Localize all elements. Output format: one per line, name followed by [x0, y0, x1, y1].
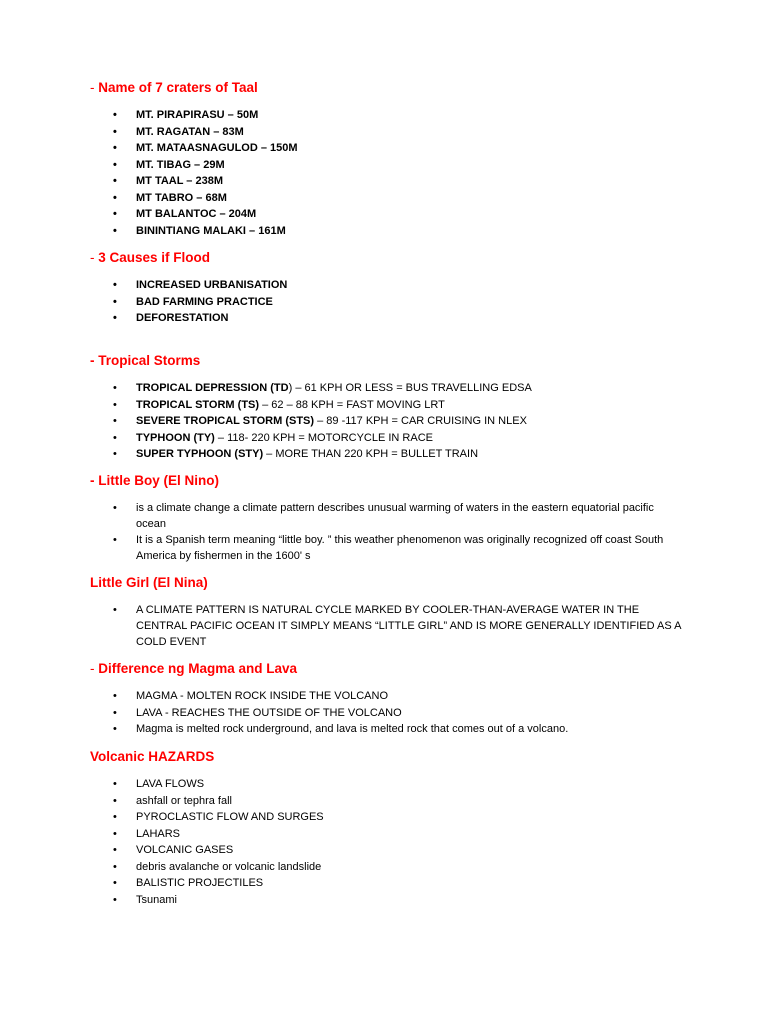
la-nina-list [113, 602, 681, 650]
list-item: • is a climate change a climate pattern describes unusual warming of waters in the eastern equatorial pacific ocean [113, 500, 681, 532]
storm-term: TROPICAL STORM (TS) [136, 398, 260, 411]
list-item: • PYROCLASTIC FLOW AND SURGES [113, 809, 324, 826]
list-item: • BAD FARMING PRACTICE [113, 294, 287, 311]
list-item: • VOLCANIC GASES [113, 842, 324, 859]
list-item: • MAGMA - MOLTEN ROCK INSIDE THE VOLCANO [113, 688, 568, 705]
list-item [113, 397, 532, 414]
heading-craters [90, 80, 258, 95]
storm-detail: – 89 -117 KPH = CAR CRUISING IN NLEX [314, 415, 527, 427]
list-item: • debris avalanche or volcanic landslide [113, 859, 324, 876]
flood-list [113, 277, 287, 327]
storms-list [113, 380, 532, 463]
list-item: • INCREASED URBANISATION [113, 277, 287, 294]
storm-term: TYPHOON (TY) [136, 431, 215, 444]
list-item: • Tsunami [113, 892, 324, 909]
craters-list [113, 107, 298, 239]
heading-dash: - [90, 661, 99, 676]
list-item: • MT TABRO – 68M [113, 190, 298, 207]
heading-volcanic-hazards: Volcanic HAZARDS [90, 749, 215, 764]
list-item: • MT. RAGATAN – 83M [113, 124, 298, 141]
heading-text: Difference ng Magma and Lava [98, 661, 298, 676]
heading-magma-lava [90, 661, 297, 676]
heading-flood [90, 250, 210, 265]
list-item: • MT. MATAASNAGULOD – 150M [113, 140, 298, 157]
list-item: • Magma is melted rock underground, and lava is melted rock that comes out of a volcano. [113, 721, 568, 738]
list-item: • LAVA FLOWS [113, 776, 324, 793]
storm-detail: – 62 – 88 KPH = FAST MOVING LRT [259, 398, 445, 411]
heading-text: 3 Causes if Flood [98, 250, 211, 265]
hazards-list [113, 776, 324, 908]
list-item: • BININTIANG MALAKI – 161M [113, 223, 298, 240]
heading-text: Name of 7 craters of Taal [98, 80, 258, 95]
heading-el-nino: - Little Boy (El Nino) [90, 473, 219, 488]
list-item: • MT BALANTOC – 204M [113, 206, 298, 223]
heading-storms: - Tropical Storms [90, 353, 201, 368]
storm-term: SEVERE TROPICAL STORM (STS) [136, 415, 315, 427]
list-item: • MT TAAL – 238M [113, 173, 298, 190]
magma-lava-list [113, 688, 568, 738]
el-nino-list [113, 500, 681, 564]
list-item [113, 446, 532, 463]
list-item: • A CLIMATE PATTERN IS NATURAL CYCLE MARKED BY COOLER-THAN-AVERAGE WATER IN THE CENTRAL PACIFIC OCEAN IT SIMPLY MEANS “LITTLE GIRL” AND IS MORE GENERALLY IDENTIFIED AS A COLD EVENT [113, 602, 681, 650]
storm-term: SUPER TYPHOON (STY) [136, 448, 264, 460]
storm-detail: ) – 61 KPH OR LESS = BUS TRAVELLING EDSA [288, 382, 532, 394]
list-item: • MT. TIBAG – 29M [113, 157, 298, 174]
list-item: • MT. PIRAPIRASU – 50M [113, 107, 298, 124]
list-item: • LAHARS [113, 826, 324, 843]
list-item [113, 413, 532, 430]
list-item: • BALISTIC PROJECTILES [113, 875, 324, 892]
list-item: • ashfall or tephra fall [113, 793, 324, 810]
list-item [113, 430, 532, 447]
list-item: • It is a Spanish term meaning “little boy. ” this weather phenomenon was originally recognized off coast South America by fishermen in the 1600' s [113, 532, 681, 564]
heading-la-nina: Little Girl (El Nina) [90, 575, 208, 590]
list-item [113, 380, 532, 397]
storm-term: TROPICAL DEPRESSION (TD [136, 382, 289, 394]
heading-dash: - [90, 250, 99, 265]
storm-detail: – MORE THAN 220 KPH = BULLET TRAIN [263, 448, 479, 460]
list-item: • DEFORESTATION [113, 310, 287, 327]
list-item: • LAVA - REACHES THE OUTSIDE OF THE VOLCANO [113, 705, 568, 722]
storm-detail: – 118- 220 KPH = MOTORCYCLE IN RACE [214, 431, 433, 444]
heading-dash: - [90, 80, 99, 95]
